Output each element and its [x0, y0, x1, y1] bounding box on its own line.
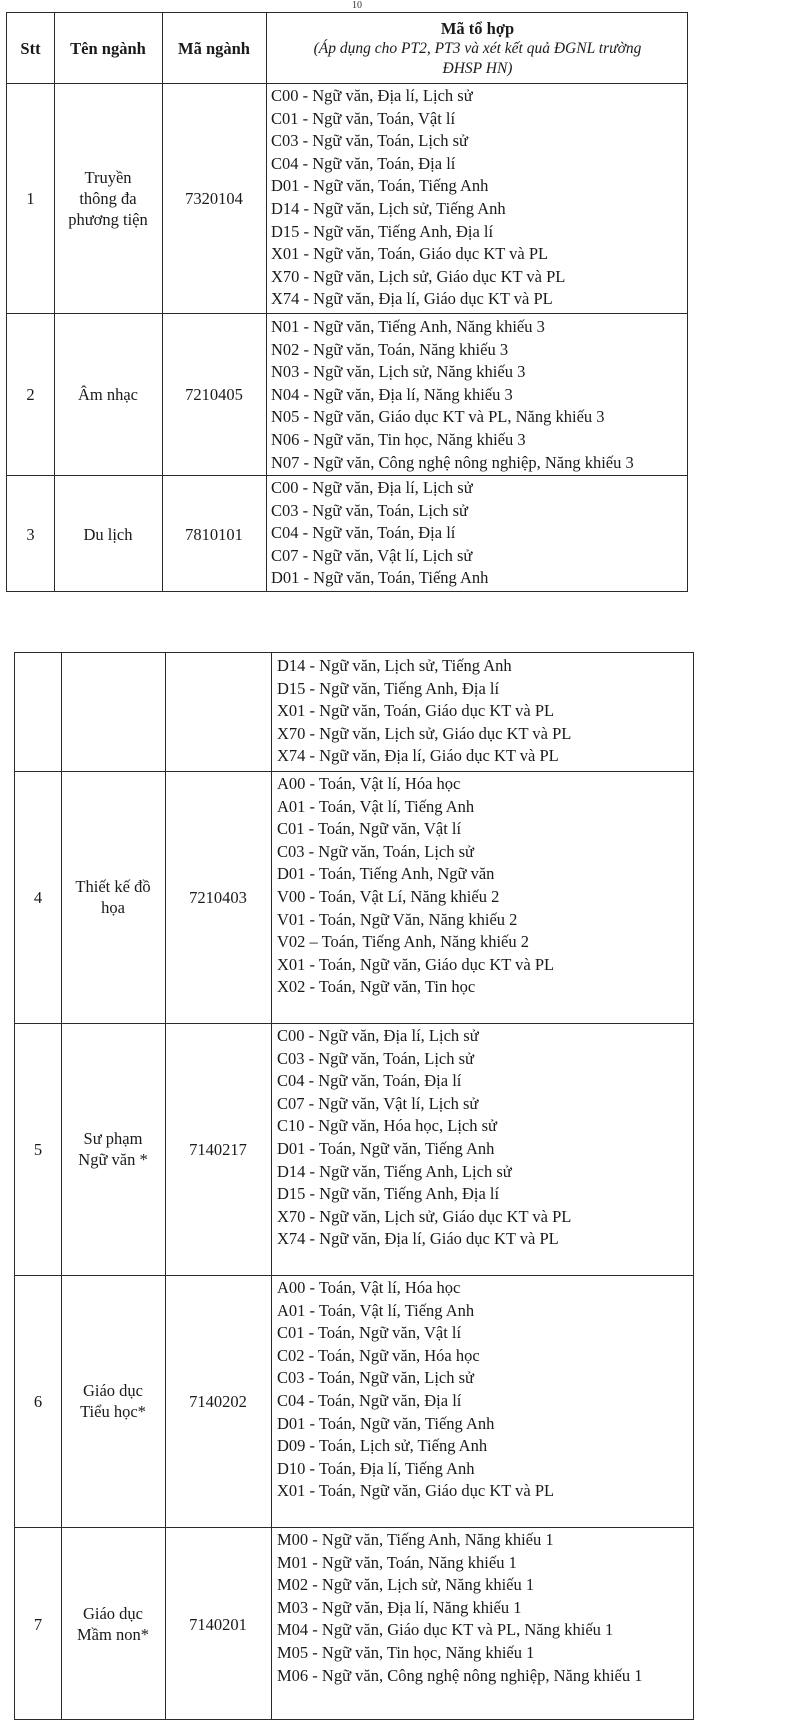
list-item: N03 - Ngữ văn, Lịch sử, Năng khiếu 3 — [271, 362, 526, 382]
list-item: C00 - Ngữ văn, Địa lí, Lịch sử — [271, 86, 473, 105]
row-6-stt: 6 — [33, 1391, 43, 1411]
list-item: A01 - Toán, Vật lí, Tiếng Anh — [277, 1300, 475, 1320]
list-item: N04 - Ngữ văn, Địa lí, Năng khiếu 3 — [271, 384, 513, 404]
list-item: N05 - Ngữ văn, Giáo dục KT và PL, Năng khiếu 3 — [271, 407, 605, 427]
row-5-code: 7140217 — [189, 1139, 247, 1159]
row-7-code: 7140201 — [189, 1614, 247, 1634]
list-item: M03 - Ngữ văn, Địa lí, Năng khiếu 1 — [277, 1597, 522, 1617]
row-4-code: 7210403 — [189, 887, 247, 907]
header-ma-nganh: Mã ngành — [178, 38, 250, 58]
list-item: D10 - Toán, Địa lí, Tiếng Anh — [277, 1458, 475, 1478]
row-1-code: 7320104 — [185, 188, 243, 208]
header-stt: Stt — [20, 38, 41, 58]
row-7-combos — [277, 1529, 642, 1687]
list-item: C00 - Ngữ văn, Địa lí, Lịch sử — [277, 1026, 479, 1045]
row-5-stt: 5 — [33, 1139, 43, 1159]
list-item: C04 - Ngữ văn, Toán, Địa lí — [271, 153, 456, 173]
row-6-combos — [277, 1277, 554, 1503]
row-3-continued-stt — [15, 653, 61, 771]
list-item: X70 - Ngữ văn, Lịch sử, Giáo dục KT và PL — [277, 1206, 572, 1226]
row-4-stt: 4 — [33, 887, 43, 907]
header-ma-to-hop: Mã tổ hợp (Áp dụng cho PT2, PT3 và xét kết quả ĐGNL trường ĐHSP HN) — [313, 18, 642, 77]
list-item: X01 - Toán, Ngữ văn, Giáo dục KT và PL — [277, 1481, 555, 1501]
list-item: X74 - Ngữ văn, Địa lí, Giáo dục KT và PL — [271, 289, 553, 309]
list-item: N01 - Ngữ văn, Tiếng Anh, Năng khiếu 3 — [271, 317, 545, 336]
list-item: C01 - Toán, Ngữ văn, Vật lí — [277, 1323, 462, 1343]
row-2-combos — [271, 316, 634, 474]
list-item: N07 - Ngữ văn, Công nghệ nông nghiệp, Năng khiếu 3 — [271, 452, 634, 472]
row-2-stt: 2 — [26, 384, 35, 404]
list-item: A01 - Toán, Vật lí, Tiếng Anh — [277, 796, 475, 816]
list-item: D15 - Ngữ văn, Tiếng Anh, Địa lí — [277, 1184, 500, 1204]
list-item: N02 - Ngữ văn, Toán, Năng khiếu 3 — [271, 339, 509, 359]
page-number-mark: 10 — [352, 0, 362, 11]
list-item: C03 - Ngữ văn, Toán, Lịch sử — [271, 500, 468, 520]
list-item: C03 - Toán, Ngữ văn, Lịch sử — [277, 1368, 474, 1388]
list-item: M05 - Ngữ văn, Tin học, Năng khiếu 1 — [277, 1642, 535, 1662]
row-7-stt: 7 — [33, 1614, 43, 1634]
list-item: X01 - Toán, Ngữ văn, Giáo dục KT và PL — [277, 954, 555, 974]
row-1-stt: 1 — [26, 188, 35, 208]
row-6-code: 7140202 — [189, 1391, 247, 1411]
list-item: M00 - Ngữ văn, Tiếng Anh, Năng khiếu 1 — [277, 1530, 554, 1549]
row-3-combos — [271, 477, 488, 590]
list-item: M02 - Ngữ văn, Lịch sử, Năng khiếu 1 — [277, 1575, 535, 1595]
list-item: X01 - Ngữ văn, Toán, Giáo dục KT và PL — [271, 244, 549, 264]
list-item: X74 - Ngữ văn, Địa lí, Giáo dục KT và PL — [277, 746, 559, 766]
row-4-name: Thiết kế đồ họa — [75, 877, 151, 917]
list-item: C01 - Ngữ văn, Toán, Vật lí — [271, 108, 456, 128]
list-item: C10 - Ngữ văn, Hóa học, Lịch sử — [277, 1116, 497, 1136]
list-item: C00 - Ngữ văn, Địa lí, Lịch sử — [271, 478, 473, 497]
row-5-combos — [277, 1025, 571, 1251]
row-3-stt: 3 — [26, 524, 35, 544]
row-1-name: Truyền thông đa phương tiện — [68, 167, 148, 229]
row-3-name: Du lịch — [83, 524, 133, 544]
list-item: C03 - Ngữ văn, Toán, Lịch sử — [277, 841, 474, 861]
header-ten-nganh: Tên ngành — [70, 38, 146, 58]
list-item: C01 - Toán, Ngữ văn, Vật lí — [277, 819, 462, 839]
list-item: X02 - Toán, Ngữ văn, Tin học — [277, 977, 476, 997]
list-item: V00 - Toán, Vật Lí, Năng khiếu 2 — [277, 886, 500, 906]
list-item: C07 - Ngữ văn, Vật lí, Lịch sử — [277, 1093, 479, 1113]
list-item: C03 - Ngữ văn, Toán, Lịch sử — [271, 131, 468, 151]
list-item: X74 - Ngữ văn, Địa lí, Giáo dục KT và PL — [277, 1229, 559, 1249]
list-item: D14 - Ngữ văn, Lịch sử, Tiếng Anh — [277, 656, 512, 675]
list-item: M06 - Ngữ văn, Công nghệ nông nghiệp, Năng khiếu 1 — [277, 1665, 643, 1685]
list-item: D15 - Ngữ văn, Tiếng Anh, Địa lí — [277, 678, 500, 698]
list-item: D01 - Toán, Tiếng Anh, Ngữ văn — [277, 864, 495, 884]
list-item: C03 - Ngữ văn, Toán, Lịch sử — [277, 1048, 474, 1068]
admission-table-part-1 — [6, 12, 688, 592]
list-item: D15 - Ngữ văn, Tiếng Anh, Địa lí — [271, 221, 494, 241]
list-item: D14 - Ngữ văn, Lịch sử, Tiếng Anh — [271, 198, 506, 218]
row-3-code: 7810101 — [185, 524, 243, 544]
row-6-name: Giáo dục Tiểu học* — [80, 1381, 146, 1421]
list-item: D01 - Ngữ văn, Toán, Tiếng Anh — [271, 568, 489, 588]
list-item: C07 - Ngữ văn, Vật lí, Lịch sử — [271, 545, 473, 565]
list-item: V02 – Toán, Tiếng Anh, Năng khiếu 2 — [277, 932, 530, 952]
row-2-code: 7210405 — [185, 384, 243, 404]
list-item: X70 - Ngữ văn, Lịch sử, Giáo dục KT và PL — [277, 723, 572, 743]
list-item: A00 - Toán, Vật lí, Hóa học — [277, 774, 461, 793]
list-item: C04 - Toán, Ngữ văn, Địa lí — [277, 1390, 462, 1410]
list-item: D01 - Toán, Ngữ văn, Tiếng Anh — [277, 1138, 495, 1158]
list-item: D01 - Ngữ văn, Toán, Tiếng Anh — [271, 176, 489, 196]
list-item: X01 - Ngữ văn, Toán, Giáo dục KT và PL — [277, 701, 555, 721]
list-item: D14 - Ngữ văn, Tiếng Anh, Lịch sử — [277, 1161, 512, 1181]
row-5-name: Sư phạm Ngữ văn * — [78, 1129, 148, 1169]
list-item: D01 - Toán, Ngữ văn, Tiếng Anh — [277, 1413, 495, 1433]
list-item: M04 - Ngữ văn, Giáo dục KT và PL, Năng khiếu 1 — [277, 1620, 614, 1640]
list-item: M01 - Ngữ văn, Toán, Năng khiếu 1 — [277, 1552, 517, 1572]
list-item: D09 - Toán, Lịch sử, Tiếng Anh — [277, 1436, 488, 1456]
list-item: A00 - Toán, Vật lí, Hóa học — [277, 1278, 461, 1297]
list-item: N06 - Ngữ văn, Tin học, Năng khiếu 3 — [271, 429, 526, 449]
row-7-name: Giáo dục Mầm non* — [77, 1604, 149, 1644]
row-1-combos — [271, 85, 565, 311]
list-item: C02 - Toán, Ngữ văn, Hóa học — [277, 1345, 480, 1365]
list-item: C04 - Ngữ văn, Toán, Địa lí — [271, 523, 456, 543]
row-3-continued-code — [165, 653, 271, 771]
admission-table-part-2 — [14, 652, 694, 1720]
list-item: V01 - Toán, Ngữ Văn, Năng khiếu 2 — [277, 909, 518, 929]
row-2-name: Âm nhạc — [77, 384, 139, 404]
row-3-continued-combos — [277, 655, 571, 768]
row-4-combos — [277, 773, 554, 999]
list-item: X70 - Ngữ văn, Lịch sử, Giáo dục KT và PL — [271, 266, 566, 286]
list-item: C04 - Ngữ văn, Toán, Địa lí — [277, 1071, 462, 1091]
